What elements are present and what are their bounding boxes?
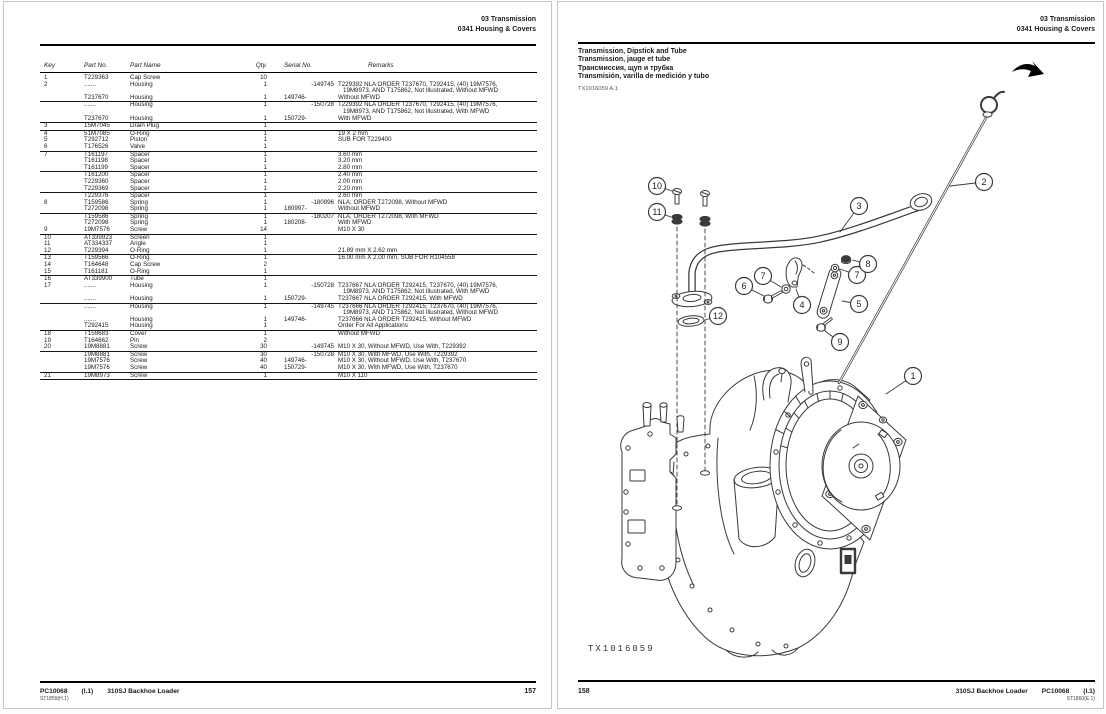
table-row: T161198 Spacer 1 3.20 mm — [84, 157, 363, 165]
table-row: T237670 Housing 1 150729- With MFWD — [40, 116, 537, 124]
svg-text:2: 2 — [981, 177, 987, 187]
callout-5 — [842, 296, 868, 313]
table-row: T229369 Spacer 1 2.20 mm — [40, 186, 537, 194]
table-row: 20 19M8881 Screw 30 -149745 M10 X 30, Without MFWD, Use With, T229392 — [40, 344, 537, 352]
table-row: 18 T159683 Cover 1 Without MFWD — [44, 329, 380, 337]
col-qty: Qty. — [255, 62, 267, 69]
table-row: 17 ....... Housing 1 -150728 T237667 NLA ORDER T292415, T237670, (40) 19M7576, 19M8973, AND T175862, Not Illustrated, With MFWD — [44, 281, 498, 296]
parts-table — [40, 62, 537, 380]
page-number: 158 — [578, 688, 590, 695]
doc-code: PC10068 — [1041, 688, 1070, 695]
valve-body — [621, 419, 676, 581]
page-number: 157 — [524, 688, 536, 695]
footer-right — [956, 688, 1095, 695]
table-row: 2 ....... Housing 1 -149745 T229392 NLA ORDER T237670, T292415, (40) 19M7576, 19M8973, AND T175862, Not Illustrated, Without MFWD — [44, 80, 498, 95]
section-line2: 0341 Housing & Covers — [457, 25, 536, 33]
table-row: T161199 Spacer 1 2.80 mm — [40, 165, 537, 173]
svg-text:5: 5 — [856, 299, 862, 309]
converter-face — [822, 422, 900, 510]
callout-11 — [649, 204, 672, 221]
right-page — [557, 1, 1104, 709]
doc-title: 310SJ Backhoe Loader — [107, 688, 180, 695]
section-line1: 03 Transmission — [481, 16, 536, 23]
callout-4 — [794, 289, 811, 314]
table-row: T159586 Spring 1 -180207 NLA; ORDER T272098, With MFWD — [84, 212, 439, 220]
table-row: 14 T164648 Cap Screw 2 — [44, 261, 267, 269]
section-line2: 0341 Housing & Covers — [1016, 25, 1095, 33]
table-row: T272098 Spring 1 180208- With MFWD — [84, 219, 372, 227]
figure-reference: TX1016059 A.1 — [578, 86, 618, 92]
col-part-name: Part Name — [130, 62, 161, 69]
bolt-9 — [817, 319, 831, 331]
table-row: 4 51M7085 O-Ring 1 19 X 2 mm — [44, 129, 368, 137]
table-row: T272098 Spring 1 180997- Without MFWD — [40, 206, 537, 214]
table-row: 19M7576 Screw 40 149746- M10 X 30, Without MFWD, Use With, T237670 — [84, 357, 467, 365]
footer-subcode: ST1860(E.1) — [1066, 696, 1095, 702]
col-serial-no: Serial No. — [284, 62, 313, 69]
table-row: ....... Housing 1 -150728 T229392 NLA ORDER T237670, T292415, (40) 19M7576, 19M8973, AND T175862, Not Illustrated, With MFWD — [84, 101, 498, 115]
col-key: Key — [44, 62, 56, 69]
table-row: 1 T229363 Cap Screw 10 — [44, 74, 267, 81]
col-remarks: Remarks — [368, 62, 394, 69]
callout-2 — [950, 174, 993, 191]
table-row: 11 AT334337 Angle 1 — [44, 240, 267, 248]
table-header-row — [40, 62, 537, 73]
transmission-diagram — [558, 2, 1105, 710]
header-rule — [40, 44, 536, 46]
table-row: T237670 Housing 1 149746- Without MFWD — [40, 95, 537, 103]
figure-title-ru: Трансмиссия, щуп и трубка — [578, 64, 674, 72]
svg-text:7: 7 — [854, 270, 860, 280]
clamp-4 — [786, 258, 802, 287]
table-row: 15 T161181 O-Ring 1 — [40, 269, 537, 277]
table-row: ....... Housing 1 150729- T237667 NLA ORDER T292415, With MFWD — [40, 296, 537, 304]
svg-text:9: 9 — [837, 337, 843, 347]
table-row: 6 T176526 Valve 1 — [40, 144, 537, 152]
callout-9 — [825, 331, 849, 351]
tube-flange — [671, 290, 712, 308]
doc-title: 310SJ Backhoe Loader — [955, 688, 1028, 695]
table-row: T229360 Spacer 1 2.00 mm — [84, 177, 363, 185]
link-5 — [816, 266, 843, 319]
doc-code: PC10068 — [40, 688, 68, 695]
doc-rev: (I.1) — [1083, 688, 1095, 695]
table-row: 16 AT339900 Tube 1 — [44, 275, 267, 283]
table-body — [40, 75, 537, 380]
table-row: 5 T292712 Piston 1 SUB FOR T229400 — [44, 136, 392, 144]
table-row: 9 19M7576 Screw 14 M10 X 30 — [40, 227, 537, 235]
table-row: 7 T161197 Spacer 1 3.60 mm — [44, 150, 363, 158]
washer-7-left — [782, 285, 790, 293]
table-row: T161200 Spacer 1 2.40 mm — [84, 171, 363, 179]
svg-text:10: 10 — [651, 181, 663, 191]
callout-layer — [649, 174, 993, 395]
figure-title-fr: Transmission, jauge et tube — [578, 56, 671, 64]
svg-text:1: 1 — [910, 371, 916, 381]
svg-text:12: 12 — [712, 311, 724, 321]
table-row: 3 15M7045 Drain Plug 1 — [40, 123, 537, 131]
footer-left — [40, 688, 193, 695]
left-page — [3, 1, 552, 709]
section-heading — [458, 15, 536, 34]
col-part-no: Part No. — [84, 62, 108, 69]
gasket — [678, 315, 705, 328]
table-row: 8 T159586 Spring 1 -180996 NLA; ORDER T272098, Without MFWD — [44, 198, 448, 206]
svg-text:11: 11 — [652, 207, 662, 217]
footer-subcode: ST1859(H.1) — [40, 696, 69, 702]
table-row: T229376 Spacer 1 2.60 mm — [84, 192, 363, 200]
svg-text:7: 7 — [760, 271, 766, 281]
table-row: ....... Housing 1 149746- T237666 NLA ORDER T292415, Without MFWD — [84, 315, 472, 323]
figure-label: TX1016059 — [588, 644, 655, 654]
table-row: 21 19M8973 Screw 1 M10 X 110 — [40, 373, 537, 381]
table-row: 19M8881 Screw 30 -150728 M10 X 30, With MFWD, Use With, T229392 — [84, 350, 458, 358]
washer-7-right — [831, 264, 839, 272]
table-row: 12 T229394 O-Ring 1 21.89 mm X 2.62 mm — [40, 248, 537, 256]
figure-title-en: Transmission, Dipstick and Tube — [578, 48, 687, 55]
table-row: 10 AT339923 Screen 1 — [44, 233, 267, 241]
callout-12 — [705, 308, 727, 325]
footer-rule — [578, 680, 1095, 682]
flange-screws — [672, 189, 710, 227]
svg-text:3: 3 — [856, 201, 862, 211]
section-line1: 03 Transmission — [1040, 16, 1095, 23]
figure-title-es: Transmisión, varilla de medición y tubo — [578, 72, 710, 80]
table-row: ....... Housing 1 -149745 T237666 NLA ORDER T292415, T237670, (40) 19M7576, 19M8973, AND T175862, Not Illustrated, Without MFWD — [84, 302, 498, 317]
svg-text:4: 4 — [799, 300, 805, 310]
table-row: T292415 Housing 1 Order For All Applications — [40, 323, 537, 331]
callout-1 — [886, 368, 922, 395]
doc-rev: (I.1) — [81, 688, 94, 695]
table-row: 19M7576 Screw 40 150729- M10 X 30, With MFWD, Use With, T237670 — [40, 365, 537, 373]
bolt-6 — [763, 292, 781, 303]
svg-text:8: 8 — [865, 259, 871, 269]
footer-rule — [40, 681, 536, 683]
svg-text:6: 6 — [741, 281, 747, 291]
callout-7 — [755, 268, 782, 288]
callout-10 — [649, 178, 673, 195]
nut-8 — [841, 256, 850, 264]
table-row: 13 T159566 O-Ring 1 16.00 mm X 2.00 mm, SUB FOR R104558 — [44, 254, 455, 262]
table-row: 19 T164662 Pin 2 — [44, 336, 267, 344]
dipstick — [839, 92, 1004, 383]
